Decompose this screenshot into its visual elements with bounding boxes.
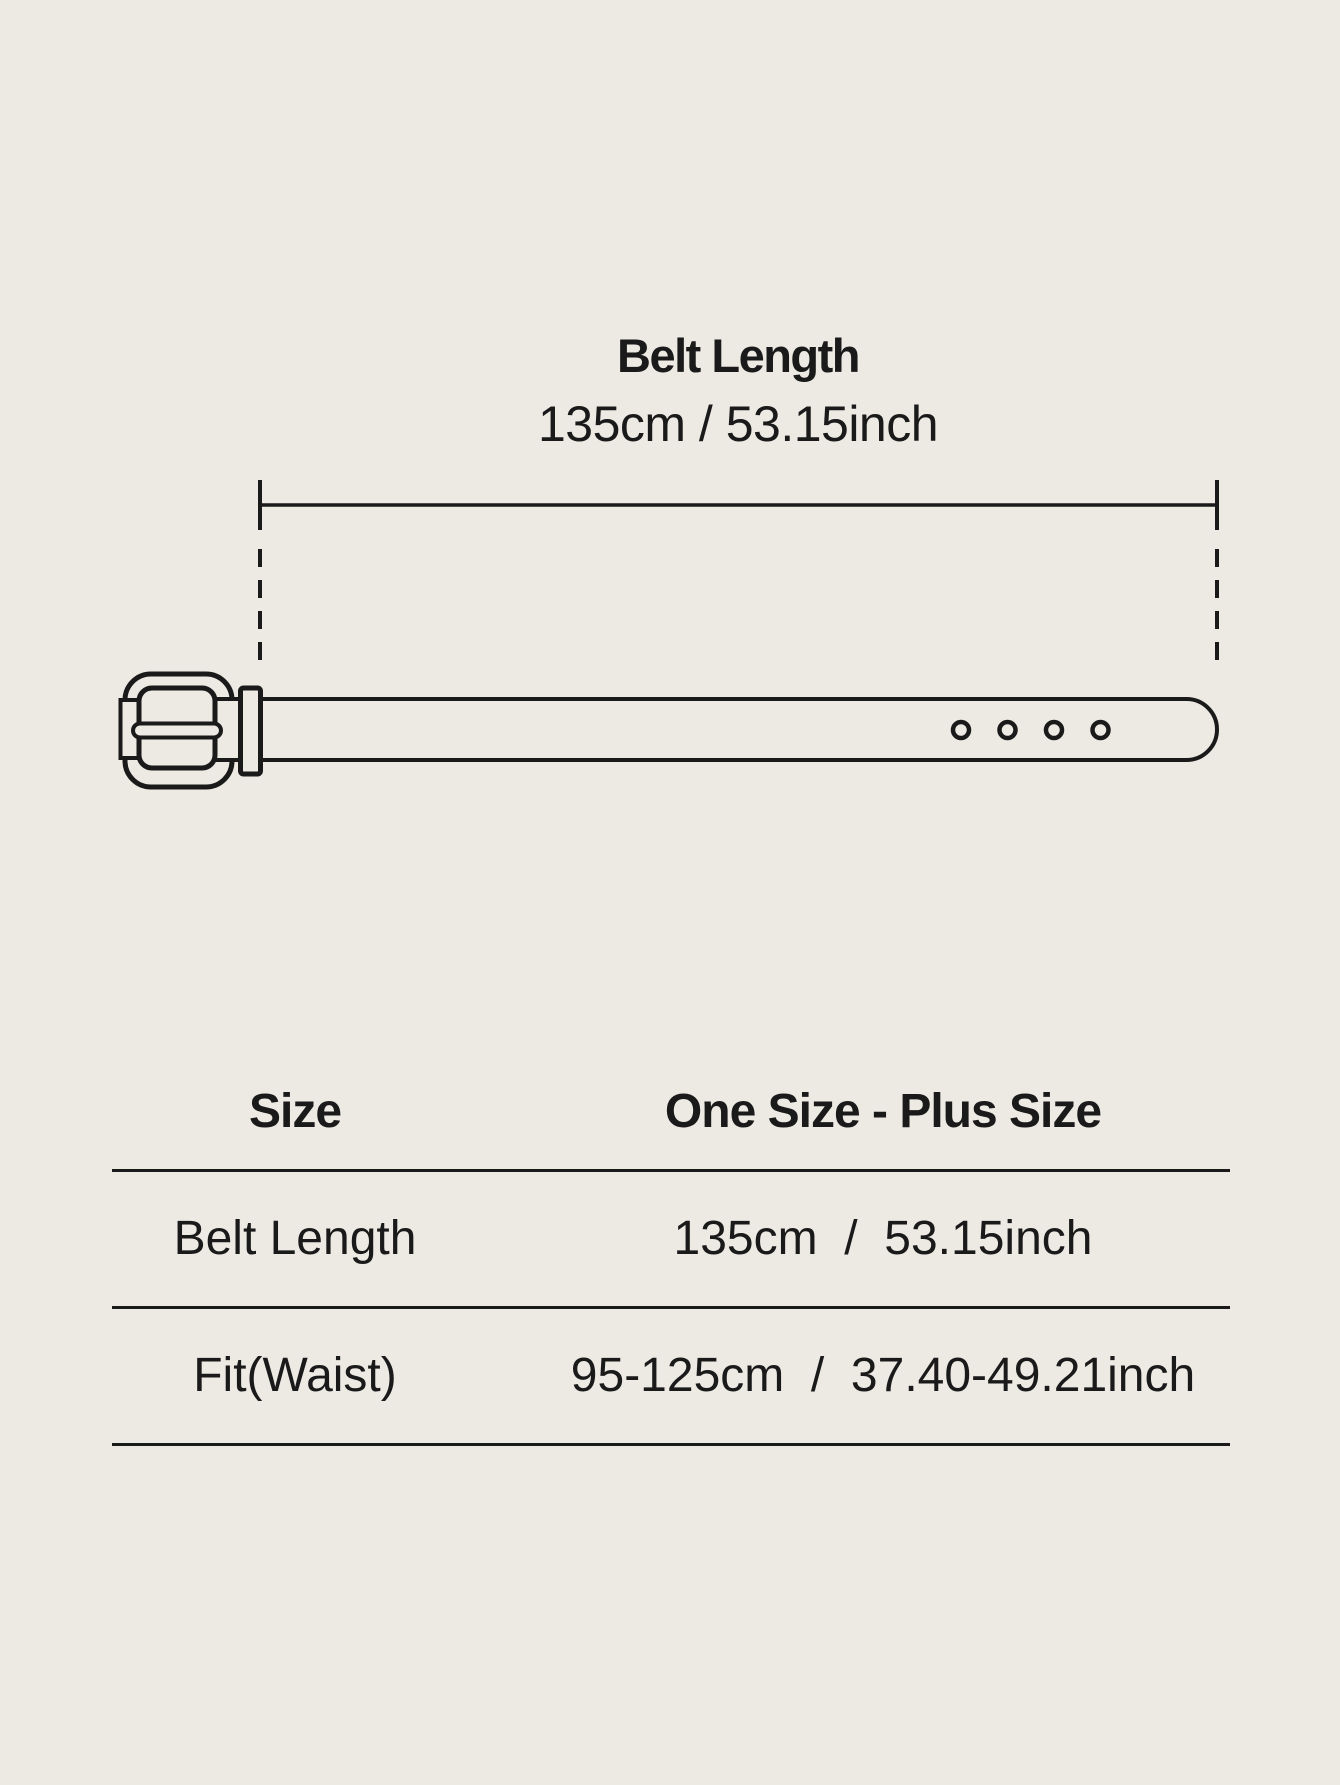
belt-strap-icon — [215, 699, 1217, 760]
row-label: Belt Length — [173, 1212, 417, 1265]
belt-keeper-icon — [241, 688, 261, 774]
table-row-fit-waist — [112, 1309, 1230, 1446]
measurement-ruler — [260, 480, 1217, 667]
header-one-size-plus-size: One Size - Plus Size — [664, 1085, 1102, 1138]
table-row-belt-length — [112, 1172, 1230, 1309]
row-value: 135cm / 53.15inch — [673, 1212, 1093, 1265]
belt-length-measurement: 135cm / 53.15inch — [537, 396, 939, 452]
size-table — [112, 1055, 1230, 1446]
size-table-header-row — [112, 1055, 1230, 1172]
belt-prong-icon — [133, 724, 221, 738]
belt-length-title: Belt Length — [617, 329, 859, 382]
header-size: Size — [248, 1085, 342, 1138]
row-value: 95-125cm / 37.40-49.21inch — [570, 1349, 1196, 1402]
row-label: Fit(Waist) — [193, 1349, 397, 1402]
belt-illustration — [121, 674, 1218, 787]
